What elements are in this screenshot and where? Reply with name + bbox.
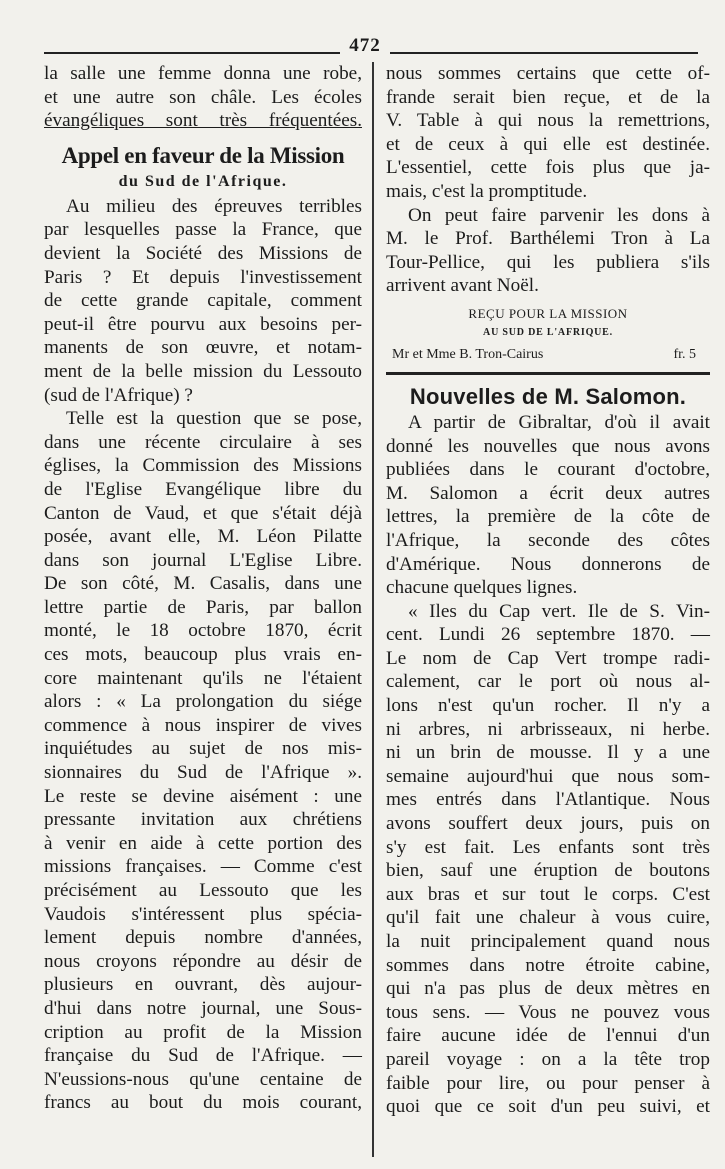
text-line: lettres, la première de la côte de <box>386 506 710 528</box>
page-number: 472 <box>349 35 381 56</box>
text-line: core maintenant qu'ils ne l'étaient <box>44 667 362 689</box>
text-line: de l'Eglise Evangélique libre du <box>44 478 362 500</box>
text-line: qu'il fait une chaleur à vous cuire, <box>386 907 710 929</box>
text-line: missions françaises. — Comme c'est <box>44 856 362 878</box>
text-line: de cette grande capitale, comment <box>44 290 362 312</box>
text-line: sionnaires du Sud de l'Afrique ». <box>44 762 362 784</box>
text-line: à venir en aide à cette portion des <box>44 832 362 854</box>
text-line: dans son journal L'Eglise Libre. <box>44 549 362 571</box>
text-line: par lesquelles passe la France, que <box>44 219 362 241</box>
text-line: et de ceux à qui elle est destinée. <box>386 133 710 155</box>
receipt-subtitle: AU SUD DE L'AFRIQUE. <box>483 326 613 338</box>
text-line: L'essentiel, cette fois plus que ja- <box>386 157 710 179</box>
header-rule-left <box>44 52 340 54</box>
receipt-title: REÇU POUR LA MISSION <box>468 305 628 321</box>
text-line: V. Table à qui nous la remettrions, <box>386 110 710 132</box>
text-line: Le reste se devine aisément : une <box>44 785 362 807</box>
text-line: (sud de l'Afrique) ? <box>44 384 193 406</box>
receipt-entry <box>386 342 710 368</box>
text-line: cent. Lundi 26 septembre 1870. — <box>386 624 710 646</box>
text-line: alors : « La prolongation du siége <box>44 691 362 713</box>
section-heading: Appel en faveur de la Mission <box>61 142 345 168</box>
text-line: ces mots, beaucoup plus vrais en- <box>44 644 362 666</box>
text-line: la salle une femme donna une robe, <box>44 63 362 84</box>
text-line: églises, la Commission des Missions <box>44 455 362 477</box>
section-rule <box>386 372 710 375</box>
text-line: devient la Société des Missions de <box>44 242 362 264</box>
text-line: publiées dans le courant d'octobre, <box>386 459 710 481</box>
text-line: calement, car le port où nous al- <box>386 671 710 693</box>
text-line: frande serait bien reçue, et de la <box>386 86 710 108</box>
text-line: monté, le 18 octobre 1870, écrit <box>44 620 362 642</box>
text-line: Vaudois s'intéressent plus spécia- <box>44 903 362 925</box>
text-line: Canton de Vaud, et que s'était déjà <box>44 502 362 524</box>
text-line: donné les nouvelles que nous avons <box>386 435 710 457</box>
text-line: quoi que ce soit d'un peu suivi, et <box>386 1096 710 1118</box>
text-line: Le nom de Cap Vert trompe radi- <box>386 647 710 669</box>
text-line: ment de la belle mission du Lessouto <box>44 360 362 382</box>
text-line: manents de son œuvre, et notam- <box>44 337 362 359</box>
text-line: évangéliques sont très fréquentées. <box>44 110 362 132</box>
text-line: nous croyons répondre au désir de <box>44 950 362 972</box>
section-heading: Nouvelles de M. Salomon. <box>409 383 687 409</box>
text-line: mais, c'est la promptitude. <box>386 180 588 202</box>
text-line: A partir de Gibraltar, d'où il avait <box>408 411 710 433</box>
text-line: bien, sauf une éruption de boutons <box>386 860 710 882</box>
text-line: De son côté, M. Casalis, dans une <box>44 573 362 595</box>
text-line: avons souffert deux jours, puis on <box>386 813 710 835</box>
text-line: lement depuis nombre d'années, <box>44 927 362 949</box>
text-line: inquiétudes au sujet de nos mis- <box>44 738 362 760</box>
text-line: qui n'a pas plus de deux mètres en <box>386 978 710 1000</box>
text-line: cription au profit de la Mission <box>44 1021 362 1043</box>
text-line: « Iles du Cap vert. Ile de S. Vin- <box>408 600 710 622</box>
text-line: aux bras et sur tout le corps. C'est <box>386 883 710 905</box>
text-line: d'Amérique. Nous donnerons de <box>386 553 710 575</box>
text-line: précisément au Lessouto que les <box>44 880 362 901</box>
left-column <box>44 62 362 1115</box>
text-line: Paris ? Et depuis l'investissement <box>44 266 362 288</box>
text-line: chacune quelques lignes. <box>386 577 578 599</box>
text-line: faire aucune idée de l'ennui d'un <box>386 1025 710 1047</box>
text-line: Telle est la question que se pose, <box>66 408 362 430</box>
header-rule-right <box>390 52 698 54</box>
text-line: ni un brin de mousse. Il y a une <box>386 742 710 764</box>
text-line: Au milieu des épreuves terribles <box>66 195 362 217</box>
text-line: s'y est fait. Les enfants sont très <box>386 836 710 858</box>
text-line: lettre partie de Paris, par ballon <box>44 596 362 618</box>
text-line: nous sommes certains que cette of- <box>386 63 710 84</box>
receipt-amount: fr. 5 <box>673 346 696 362</box>
text-line: peut-il être pourvu aux besoins per- <box>44 313 362 335</box>
text-line: M. le Prof. Barthélemi Tron à La <box>386 228 710 250</box>
text-line: mes entrés dans l'Atlantique. Nous <box>386 789 710 811</box>
text-line: pressante invitation aux chrétiens <box>44 809 362 831</box>
section-subheading: du Sud de l'Afrique. <box>118 172 288 190</box>
text-line: lons n'est qu'un rocher. Il n'y a <box>386 695 710 717</box>
text-line: pareil voyage : on a la tête trop <box>386 1048 710 1070</box>
text-line: N'eussions-nous qu'une centaine de <box>44 1068 362 1090</box>
text-line: dans une récente circulaire à ses <box>44 431 362 453</box>
text-line: l'Afrique, la seconde des côtes <box>386 529 710 551</box>
text-line: semaine aujourd'hui que nous som- <box>386 765 710 787</box>
text-line: et une autre son châle. Les écoles <box>44 86 362 108</box>
right-column <box>386 62 710 1119</box>
text-line: ni arbres, ni arbrisseaux, ni herbe. <box>386 718 710 740</box>
text-line: sommes dans notre étroite cabine, <box>386 954 710 976</box>
receipt-donor: Mr et Mme B. Tron-Cairus <box>392 346 544 362</box>
text-line: arrivent avant Noël. <box>386 275 539 297</box>
text-line: d'hui dans notre journal, une Sous- <box>44 997 362 1019</box>
text-line: la nuit principalement quand nous <box>386 931 710 952</box>
text-line: faible pour lire, ou pour penser à <box>386 1072 710 1094</box>
text-line: On peut faire parvenir les dons à <box>408 204 710 226</box>
text-line: tous sens. — Vous ne pouvez vous <box>386 1001 710 1023</box>
text-line: francs au bout du mois courant, <box>44 1092 362 1114</box>
text-line: commence à nous inspirer de vives <box>44 714 362 736</box>
text-line: posée, avant elle, M. Léon Pilatte <box>44 526 362 548</box>
text-line: plusieurs en ouvrant, dès aujour- <box>44 974 362 996</box>
text-line: M. Salomon a écrit deux autres <box>386 482 710 504</box>
column-divider <box>372 62 374 1157</box>
text-line: Tour-Pellice, qui les publiera s'ils <box>386 251 710 273</box>
text-line: française du Sud de l'Afrique. — <box>44 1045 362 1067</box>
